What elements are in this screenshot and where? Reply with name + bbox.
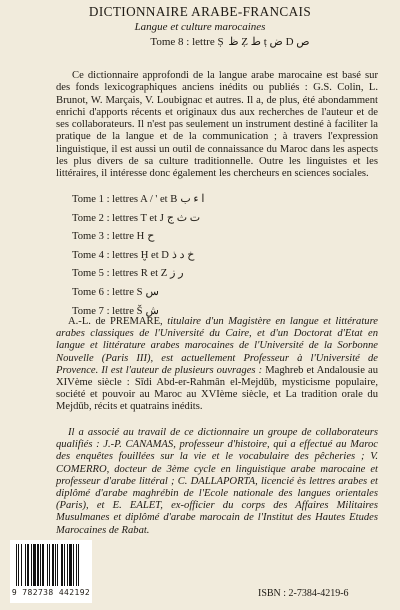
tome-label: Tome 6 : lettre S [72, 286, 143, 298]
barcode [10, 540, 92, 603]
dictionary-subtitle: Langue et culture marocaines [134, 21, 266, 33]
tome-label: Tome 5 : lettres R et Z [72, 268, 168, 280]
tome-arabic-letters: س [145, 285, 159, 298]
author-name: A.-L. de PREMARE, [68, 316, 163, 327]
tome-label: Tome 4 : lettres Ḫ et D [72, 249, 169, 261]
barcode-bars [16, 544, 86, 586]
author-bio-text: titulaire d'un Magistère en langue et littérature arabes classiques de l'Université du Caire, et d'un Doctorat d'Etat en langue et littérature arabes marocaines de l'Université de la Sorbonne Nouvelle (Paris III), est actuellement Professeur à l'Université de Provence. Il est l'auteur de plusieurs ouvrages : [56, 316, 378, 376]
tomes-list [72, 192, 372, 322]
tome-item [72, 285, 372, 304]
intro-paragraph: Ce dictionnaire approfondi de la langue arabe marocaine est basé sur des fonds lexicographiques anciens inédits ou publiés : G.S. Colin, L. Brunot, W. Marçais, V. Loubignac et autres. Il a, de plus, été abondamment enrichi d'apports récents et originaux dus aux recherches de l'auteur et de ses collaborateurs. Il n'est pas seulement un instrument destiné à faciliter la pratique de la langue et de la communication ; à travers l'expression linguistique, il est aussi un outil de connaissance du Maroc dans les aspects les plus divers de sa culture traditionnelle. Outre les linguistes et les littéraires, il intéresse donc également les chercheurs en sciences sociales. [56, 70, 378, 179]
tome-item [72, 229, 372, 248]
collaborators-paragraph [56, 427, 378, 537]
tome-8-label: Tome 8 : lettre Ṣ [150, 36, 224, 48]
tome-label: Tome 3 : lettre H [72, 231, 145, 243]
tome-item [72, 266, 372, 285]
tome-arabic-letters: ر ز [170, 267, 184, 280]
tome-arabic-letters: ش [145, 304, 159, 317]
tome-arabic-letters: خ د ذ [171, 248, 195, 261]
author-works: Maghreb et Andalousie au XIVème siècle : Sīdi Abd-er-Rahmân el-Mejdūb, mysticisme populaire, société et pouvoir au Maroc au XVIème siècle, et La tradition orale du Mejdūb, récits et quatrains inédits. [56, 364, 378, 413]
tome-arabic-letters: ت ث ج [166, 211, 201, 224]
tome-label: Tome 1 : lettres A / ' et B [72, 194, 178, 205]
header [0, 4, 400, 49]
collaborators-text: Il a associé au travail de ce dictionnaire un groupe de collaborateurs qualifiés : J.-P. CANAMAS, professeur d'histoire, qui a effectué au Maroc des enquêtes fouillées sur la vie et le vocabulaire des pêcheries ; V. COMERRO, docteur de 3ème cycle en linguistique arabe marocaine et professeur d'arabe littéral ; C. DALLAPORTA, licencié ès lettres arabes et diplômé d'arabe maghrébin de l'Ecole nationale des langues orientales (Paris), et E. EALET, ex-officier du corps des Affaires Militaires Musulmanes et diplômé d'arabe marocain de l'Institut des Hautes Etudes Marocaines de Rabat. [56, 427, 378, 536]
tome-arabic-letters: ح [147, 230, 155, 243]
dictionary-title: DICTIONNAIRE ARABE-FRANCAIS [88, 4, 312, 19]
tome-8-line [0, 35, 400, 49]
tome-item [72, 248, 372, 267]
tome-item [72, 211, 372, 230]
author-bio-paragraph [56, 316, 378, 414]
tome-arabic-letters: ا ء ب [180, 193, 205, 205]
tome-item [72, 192, 372, 211]
barcode-digits: 9 782738 442192 [11, 588, 91, 597]
tome-label: Tome 2 : lettres T et J [72, 212, 164, 224]
tome-8-arabic-letters: ص D ض ṭ ط Ẓ ظ [228, 36, 310, 48]
isbn: ISBN : 2-7384-4219-6 [258, 588, 349, 599]
tome-label: Tome 7 : lettre Š [72, 305, 143, 317]
